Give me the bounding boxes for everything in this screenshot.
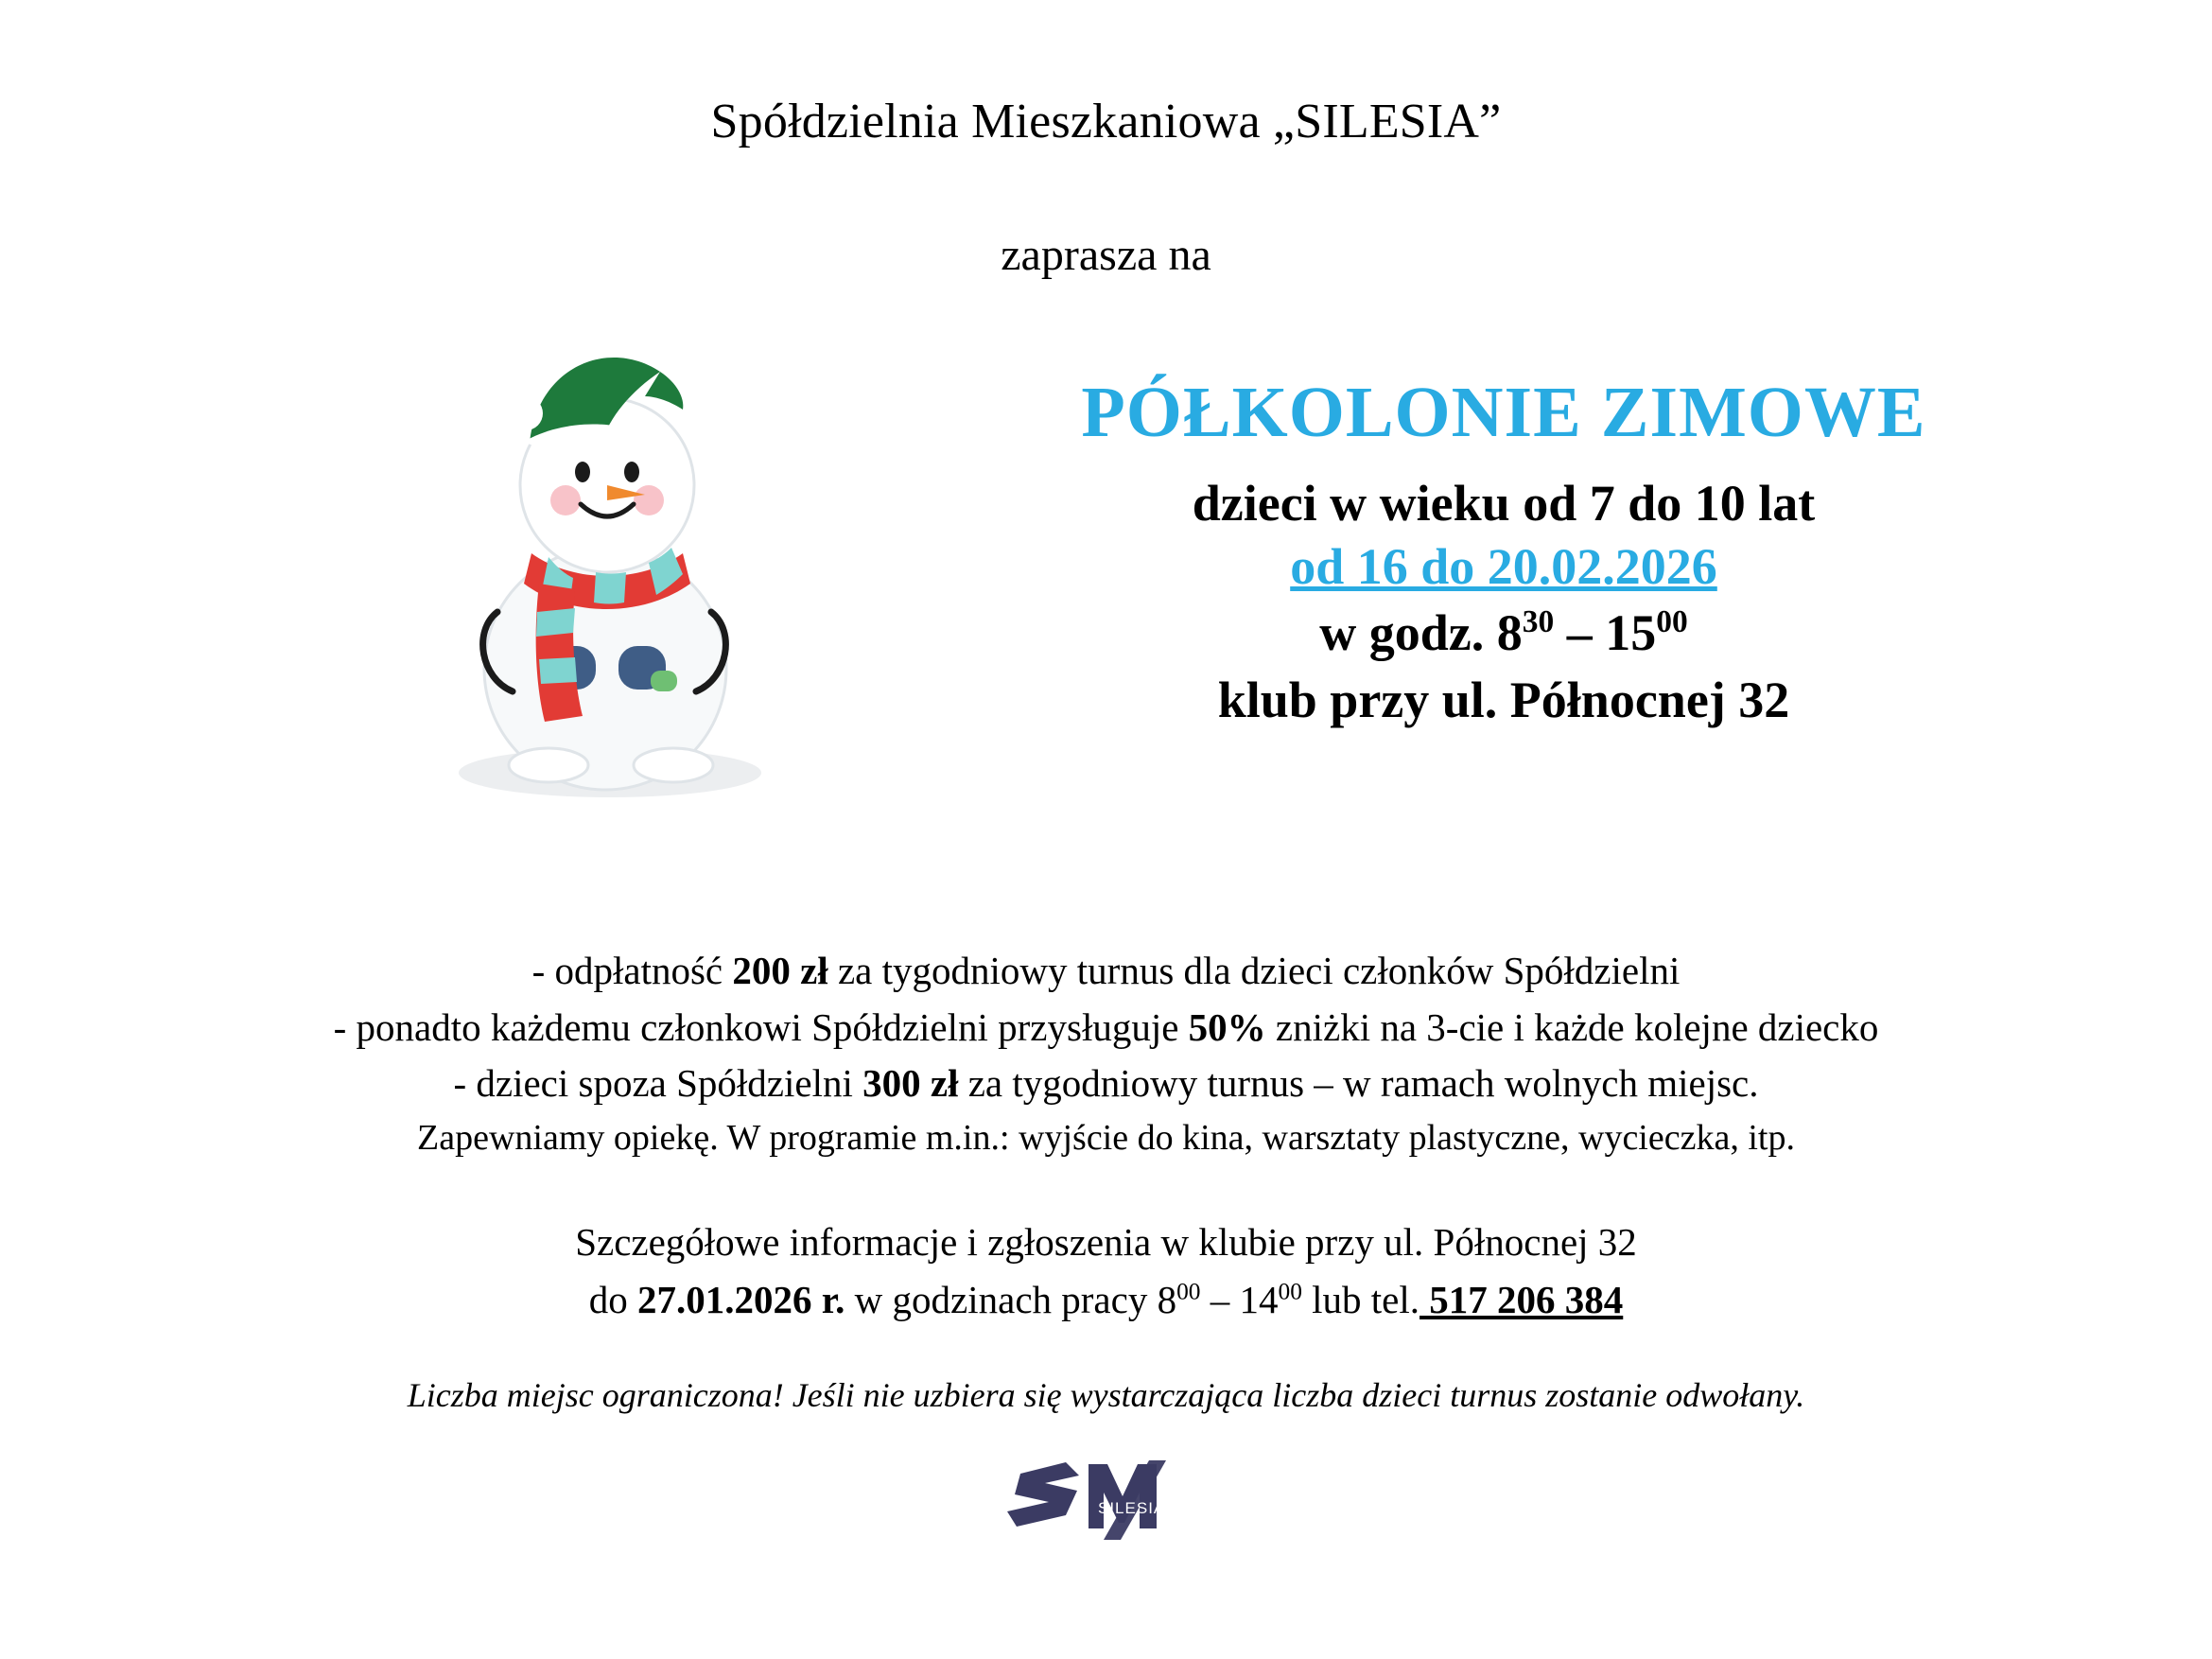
discount-suffix: zniżki na 3-cie i każde kolejne dziecko xyxy=(1265,1004,1879,1049)
age-range: dzieci w wieku od 7 do 10 lat xyxy=(1192,474,1816,532)
detail-line-fee-nonmembers xyxy=(0,1056,2212,1111)
contact-deadline-line xyxy=(0,1271,2212,1330)
fee-nonmembers-suffix: za tygodniowy turnus – w ramach wolnych miejsc. xyxy=(958,1061,1759,1106)
hours-prefix: w godz. 8 xyxy=(1319,603,1523,661)
limited-places-note: Liczba miejsc ograniczona! Jeśli nie uzbiera się wystarczająca liczba dzieci turnus zostanie odwołany. xyxy=(407,1375,1805,1414)
office-hours-minutes-start: 00 xyxy=(1176,1278,1201,1305)
detail-line-fee-members xyxy=(0,943,2212,999)
office-hours-dash: – 14 xyxy=(1200,1278,1279,1322)
detail-line-discount xyxy=(0,1000,2212,1056)
fee-nonmembers-prefix: - dzieci spoza Spółdzielni xyxy=(453,1061,863,1106)
office-hours-prefix: w godzinach pracy 8 xyxy=(845,1278,1177,1322)
discount-amount: 50% xyxy=(1188,1004,1266,1049)
headline-block xyxy=(889,375,2118,735)
event-title: PÓŁKOLONIE ZIMOWE xyxy=(1081,373,1926,453)
details-section xyxy=(0,943,2212,1163)
deadline-prefix: do xyxy=(588,1278,637,1322)
fee-nonmembers-amount: 300 zł xyxy=(862,1061,959,1106)
hero-section xyxy=(0,281,2212,867)
snowman-illustration xyxy=(407,300,804,811)
event-dates: od 16 do 20.02.2026 xyxy=(1290,538,1717,596)
phone-number[interactable]: 517 206 384 xyxy=(1420,1278,1624,1322)
office-hours-minutes-end: 00 xyxy=(1278,1278,1302,1305)
phone-prefix: lub tel. xyxy=(1301,1278,1420,1322)
fee-members-prefix: - odpłatność xyxy=(531,949,733,993)
hours-minutes-start: 30 xyxy=(1522,603,1555,639)
fee-members-suffix: za tygodniowy turnus dla dzieci członków Spółdzielni xyxy=(827,949,1681,993)
sm-silesia-logo xyxy=(0,1455,2212,1559)
event-location: klub przy ul. Północnej 32 xyxy=(1217,672,1790,729)
invitation-line: zaprasza na xyxy=(1001,230,1211,281)
deadline-date: 27.01.2026 r. xyxy=(636,1278,845,1322)
hours-minutes-end: 00 xyxy=(1656,603,1688,639)
event-hours xyxy=(889,600,2118,666)
organization-title: Spółdzielnia Mieszkaniowa „SILESIA” xyxy=(710,95,1502,148)
fee-members-amount: 200 zł xyxy=(732,949,828,993)
poster-page xyxy=(0,95,2212,1659)
discount-prefix: - ponadto każdemu członkowi Spółdzielni przysługuje xyxy=(333,1004,1189,1049)
hours-dash: – 15 xyxy=(1554,603,1657,661)
contact-section xyxy=(0,1214,2212,1330)
contact-info-line: Szczegółowe informacje i zgłoszenia w klubie przy ul. Północnej 32 xyxy=(575,1219,1637,1264)
detail-line-program: Zapewniamy opiekę. W programie m.in.: wyjście do kina, warsztaty plastyczne, wycieczka, itp. xyxy=(417,1117,1795,1158)
svg-text:SILESIA: SILESIA xyxy=(1097,1498,1165,1517)
